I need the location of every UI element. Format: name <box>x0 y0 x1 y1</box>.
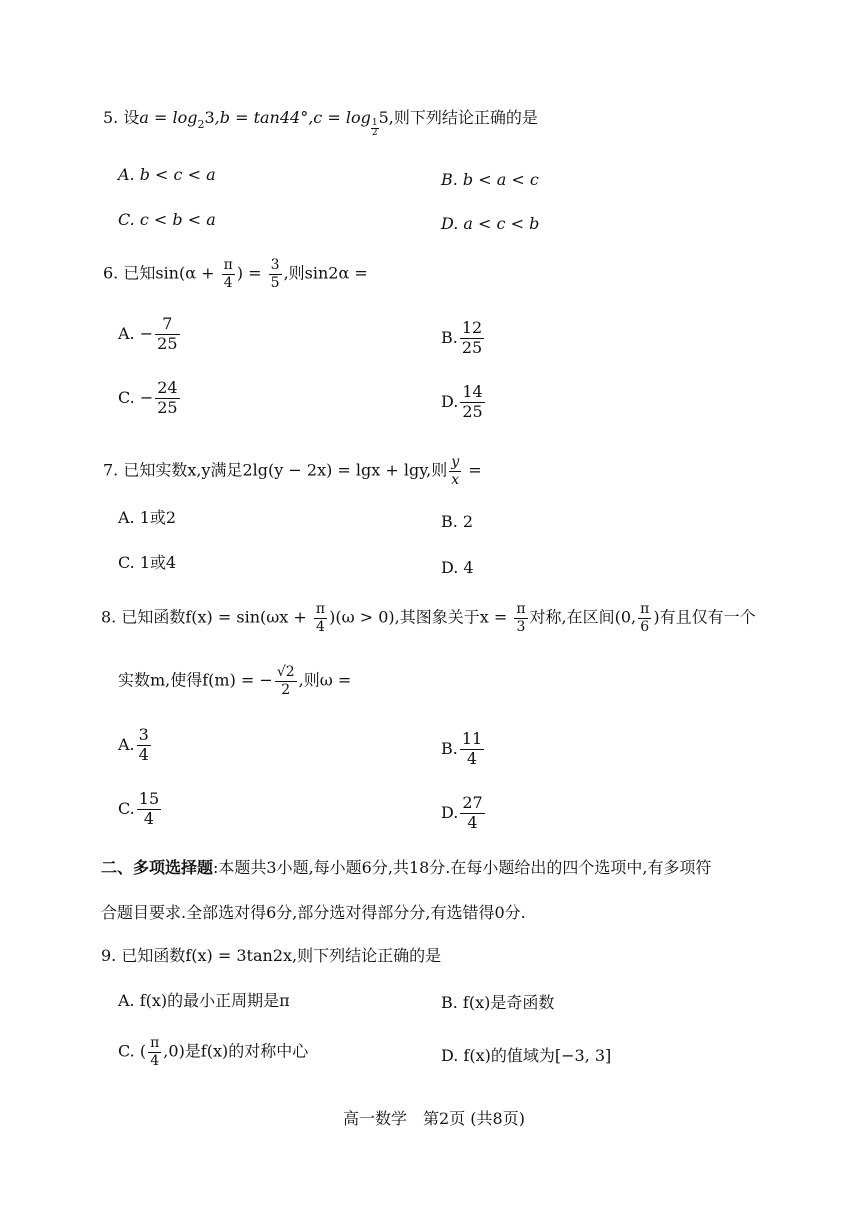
q6-pi-over-4: $\frac{\pi}{4}$ <box>223 257 233 291</box>
q7-text: 7. 已知实数x,y满足2lg(y − 2x) = lgx + lgy,则 <box>103 460 448 480</box>
q6-option-b: B. $\frac{12}{25}$ <box>441 318 483 357</box>
q9-stem: 9. 已知函数f(x) = 3tan2x,则下列结论正确的是 <box>101 946 442 965</box>
section2-line2: 合题目要求.全部选对得6分,部分选对得部分分,有选错得0分. <box>101 903 526 922</box>
q6-stem <box>103 258 368 290</box>
q9-option-d: D. f(x)的值域为[−3, 3] <box>441 1046 612 1065</box>
q6-c-fraction: $\frac{24}{25}$ <box>157 378 178 417</box>
page-footer: 高一数学 第2页 (共8页) <box>343 1109 525 1128</box>
q5-a-base: 2 <box>197 118 205 131</box>
q8-option-a: A. $\frac{3}{4}$ <box>118 725 149 764</box>
q5-c-expr: ,c = log <box>308 108 371 127</box>
q5-stem <box>103 110 538 138</box>
q6-d-fraction: $\frac{14}{25}$ <box>462 382 483 421</box>
q8-pi-over-4: $\frac{\pi}{4}$ <box>315 601 326 635</box>
q5-option-c: C. c < b < a <box>118 210 216 229</box>
q6-rhs-fraction: $\frac{3}{5}$ <box>270 257 280 291</box>
q8-sqrt2-over-2: $\frac{√2}{2}$ <box>276 664 295 698</box>
q8-stem-line1: 8. 已知函数f(x) = sin(ωx + $\frac{\pi}{4}$ )(ω > 0),其图象关于x = $\frac{\pi}{3}$ 对称,在区间(0, $\frac{\pi}{6}$ )有且仅有一个 <box>101 601 756 635</box>
q6-prefix: 6. 已知sin(α + <box>103 263 220 283</box>
q9-option-c: C. ( $\frac{\pi}{4}$ ,0)是f(x)的对称中心 <box>118 1035 309 1069</box>
q5-suffix: ,则下列结论正确的是 <box>388 108 538 127</box>
q6-option-d: D. $\frac{14}{25}$ <box>441 382 483 421</box>
q7-option-a: A. 1或2 <box>118 508 177 527</box>
q6-suffix: ,则sin2α = <box>283 263 368 283</box>
q6-mid: ) = <box>236 263 267 283</box>
q7-suffix: = <box>463 460 482 480</box>
q7-y-over-x: $\frac{y}{x}$ <box>451 454 460 488</box>
q9-option-b: B. f(x)是奇函数 <box>441 993 555 1012</box>
q8-option-b: B. $\frac{11}{4}$ <box>441 729 483 768</box>
section2-instructions: :本题共3小题,每小题6分,共18分.在每小题给出的四个选项中,有多项符 <box>213 858 712 877</box>
q7-option-c: C. 1或4 <box>118 553 177 572</box>
q5-a-expr: a = log <box>139 108 198 127</box>
q6-a-fraction: $\frac{7}{25}$ <box>157 314 178 353</box>
q6-b-fraction: $\frac{12}{25}$ <box>461 318 483 357</box>
q8-stem-line2: 实数m,使得f(m) = − $\frac{√2}{2}$ ,则ω = <box>118 664 352 698</box>
q6-option-a: A. − $\frac{7}{25}$ <box>118 314 178 353</box>
q8-a-fraction: $\frac{3}{4}$ <box>138 725 149 764</box>
q9-option-a: A. f(x)的最小正周期是π <box>118 991 290 1010</box>
q9-pi-over-4: $\frac{\pi}{4}$ <box>150 1035 160 1069</box>
section2-heading: 二、多项选择题 <box>101 858 214 877</box>
q5-prefix: 5. 设 <box>103 108 140 127</box>
q5-a-arg: 3 <box>204 108 215 127</box>
q7-option-b: B. 2 <box>441 512 474 531</box>
q5-b-expr: ,b = tan44° <box>214 108 309 127</box>
q5-c-base: $\frac{1}{2}$ <box>371 118 378 138</box>
q8-option-d: D. $\frac{27}{4}$ <box>441 793 483 832</box>
q5-option-d: D. a < c < b <box>441 214 540 233</box>
q6-option-c: C. − $\frac{24}{25}$ <box>118 378 178 417</box>
q8-option-c: C. $\frac{15}{4}$ <box>118 789 160 828</box>
q7-option-d: D. 4 <box>441 558 474 577</box>
q8-b-fraction: $\frac{11}{4}$ <box>461 729 483 768</box>
q8-pi-over-6: $\frac{\pi}{6}$ <box>640 601 650 635</box>
q8-pi-over-3: $\frac{\pi}{3}$ <box>516 601 526 635</box>
q7-stem <box>103 455 482 487</box>
q5-option-a: A. b < c < a <box>118 165 216 184</box>
q8-c-fraction: $\frac{15}{4}$ <box>138 789 160 828</box>
q5-option-b: B. b < a < c <box>441 170 539 189</box>
q8-d-fraction: $\frac{27}{4}$ <box>462 793 483 832</box>
q5-c-arg: 5 <box>378 108 389 127</box>
section2-line1 <box>101 860 711 876</box>
